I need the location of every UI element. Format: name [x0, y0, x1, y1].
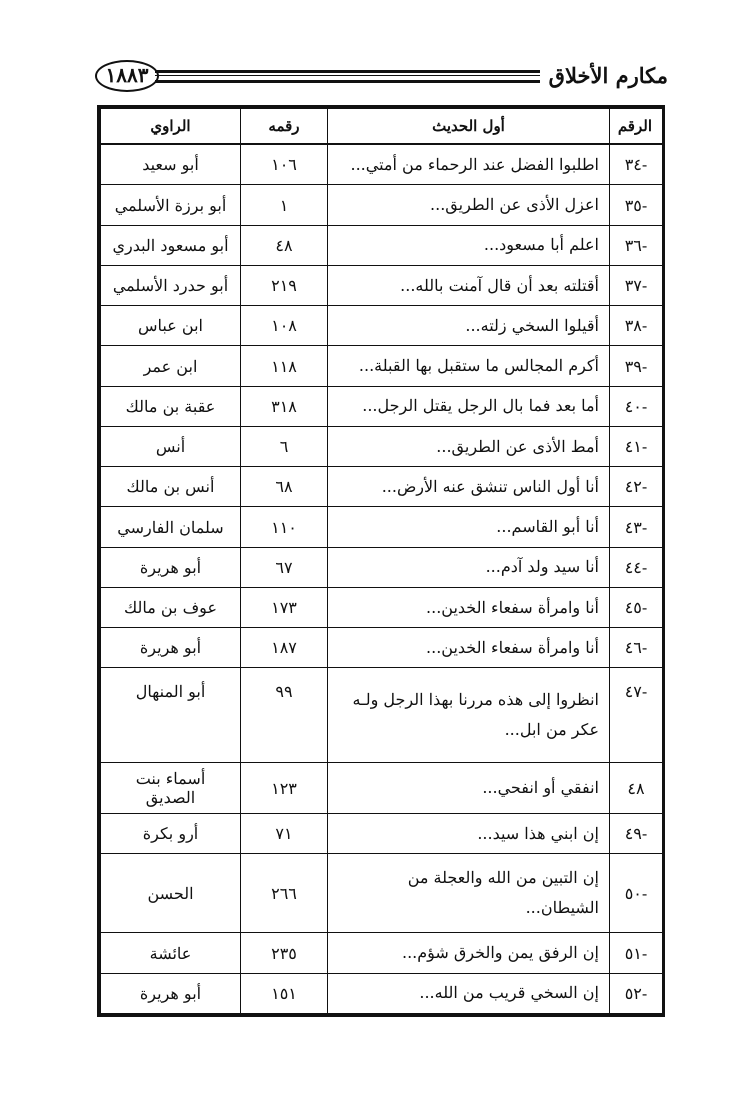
row-number: -٥٢	[610, 973, 663, 1013]
narrator-name: عائشة	[101, 933, 241, 973]
table-row	[101, 426, 663, 466]
row-number: -٣٩	[610, 346, 663, 386]
narrator-name: أنس بن مالك	[101, 467, 241, 507]
hadith-reference-number: ٦	[241, 426, 328, 466]
hadith-reference-number: ١٥١	[241, 973, 328, 1013]
narrator-name: أبو حدرد الأسلمي	[101, 265, 241, 305]
column-header-narrator: الراوي	[101, 109, 241, 145]
hadith-opening: أمط الأذى عن الطريق...	[328, 426, 610, 466]
hadith-reference-number: ٢١٩	[241, 265, 328, 305]
narrator-name: أبو المنهال	[101, 668, 241, 763]
row-number: -٤٤	[610, 547, 663, 587]
row-number: -٤٧	[610, 668, 663, 763]
narrator-name: أبو مسعود البدري	[101, 225, 241, 265]
hadith-index-table	[97, 105, 665, 1017]
hadith-opening: أنا وامرأة سفعاء الخدين...	[328, 587, 610, 627]
hadith-opening: أكرم المجالس ما ستقبل بها القبلة...	[328, 346, 610, 386]
hadith-reference-number: ٢٦٦	[241, 854, 328, 933]
row-number: -٤١	[610, 426, 663, 466]
hadith-reference-number: ١١٠	[241, 507, 328, 547]
table-row	[101, 265, 663, 305]
header-rule	[155, 70, 540, 83]
hadith-reference-number: ١٠٨	[241, 306, 328, 346]
hadith-reference-number: ٩٩	[241, 668, 328, 763]
hadith-opening: اعلم أبا مسعود...	[328, 225, 610, 265]
row-number: -٤٥	[610, 587, 663, 627]
row-number: -٣٧	[610, 265, 663, 305]
hadith-reference-number: ١	[241, 185, 328, 225]
hadith-opening: إن الرفق يمن والخرق شؤم...	[328, 933, 610, 973]
narrator-name: سلمان الفارسي	[101, 507, 241, 547]
hadith-opening: انظروا إلى هذه مررنا بهذا الرجل ولـه عكر من ابل...	[328, 668, 610, 763]
table-row	[101, 628, 663, 668]
table-row	[101, 144, 663, 185]
row-number: -٣٨	[610, 306, 663, 346]
hadith-reference-number: ١٧٣	[241, 587, 328, 627]
narrator-name: أبو هريرة	[101, 628, 241, 668]
hadith-opening: إن التبين من الله والعجلة من الشيطان...	[328, 854, 610, 933]
table-row	[101, 814, 663, 854]
table-row	[101, 854, 663, 933]
hadith-reference-number: ٤٨	[241, 225, 328, 265]
hadith-opening: أنا أول الناس تنشق عنه الأرض...	[328, 467, 610, 507]
hadith-reference-number: ٣١٨	[241, 386, 328, 426]
table-row	[101, 547, 663, 587]
column-header-hadith: أول الحديث	[328, 109, 610, 145]
row-number: -٤٠	[610, 386, 663, 426]
table-row	[101, 507, 663, 547]
narrator-name: أبو هريرة	[101, 973, 241, 1013]
page-number: ١٨٨٣	[95, 60, 159, 92]
hadith-opening: إن السخي قريب من الله...	[328, 973, 610, 1013]
hadith-opening: أقتلته بعد أن قال آمنت بالله...	[328, 265, 610, 305]
row-number: -٣٦	[610, 225, 663, 265]
narrator-name: ابن عباس	[101, 306, 241, 346]
hadith-reference-number: ٦٧	[241, 547, 328, 587]
narrator-name: أنس	[101, 426, 241, 466]
row-number: -٥١	[610, 933, 663, 973]
table-row	[101, 225, 663, 265]
narrator-name: ابن عمر	[101, 346, 241, 386]
hadith-opening: انفقي أو انفحي...	[328, 763, 610, 814]
narrator-name: أبو سعيد	[101, 144, 241, 185]
narrator-name: أبو برزة الأسلمي	[101, 185, 241, 225]
hadith-opening: أنا وامرأة سفعاء الخدين...	[328, 628, 610, 668]
row-number: -٣٥	[610, 185, 663, 225]
column-header-ref: رقمه	[241, 109, 328, 145]
table-row	[101, 346, 663, 386]
table-row	[101, 973, 663, 1013]
narrator-name: أبو هريرة	[101, 547, 241, 587]
table-row	[101, 386, 663, 426]
narrator-name: عقبة بن مالك	[101, 386, 241, 426]
row-number: -٤٩	[610, 814, 663, 854]
table-row	[101, 763, 663, 814]
page-header	[95, 58, 668, 102]
narrator-name: أرو بكرة	[101, 814, 241, 854]
hadith-reference-number: ٧١	[241, 814, 328, 854]
hadith-opening: أقيلوا السخي زلته...	[328, 306, 610, 346]
narrator-name: عوف بن مالك	[101, 587, 241, 627]
hadith-reference-number: ١١٨	[241, 346, 328, 386]
hadith-opening: اطلبوا الفضل عند الرحماء من أمتي...	[328, 144, 610, 185]
table-row	[101, 306, 663, 346]
hadith-opening: أنا أبو القاسم...	[328, 507, 610, 547]
hadith-opening: أنا سيد ولد آدم...	[328, 547, 610, 587]
row-number: ٤٨	[610, 763, 663, 814]
book-title: مكارم الأخلاق	[548, 63, 668, 88]
narrator-name: الحسن	[101, 854, 241, 933]
hadith-opening: إن ابني هذا سيد...	[328, 814, 610, 854]
column-header-number: الرقم	[610, 109, 663, 145]
hadith-reference-number: ١٠٦	[241, 144, 328, 185]
table-row	[101, 587, 663, 627]
row-number: -٤٢	[610, 467, 663, 507]
hadith-reference-number: ٢٣٥	[241, 933, 328, 973]
table-row	[101, 933, 663, 973]
table-row	[101, 668, 663, 763]
row-number: -٤٦	[610, 628, 663, 668]
row-number: -٥٠	[610, 854, 663, 933]
table-header-row	[101, 109, 663, 145]
hadith-reference-number: ٦٨	[241, 467, 328, 507]
hadith-reference-number: ١٢٣	[241, 763, 328, 814]
hadith-reference-number: ١٨٧	[241, 628, 328, 668]
table-row	[101, 185, 663, 225]
row-number: -٤٣	[610, 507, 663, 547]
hadith-opening: اعزل الأذى عن الطريق...	[328, 185, 610, 225]
narrator-name: أسماء بنت الصديق	[101, 763, 241, 814]
row-number: -٣٤	[610, 144, 663, 185]
hadith-opening: أما بعد فما بال الرجل يقتل الرجل...	[328, 386, 610, 426]
table-row	[101, 467, 663, 507]
